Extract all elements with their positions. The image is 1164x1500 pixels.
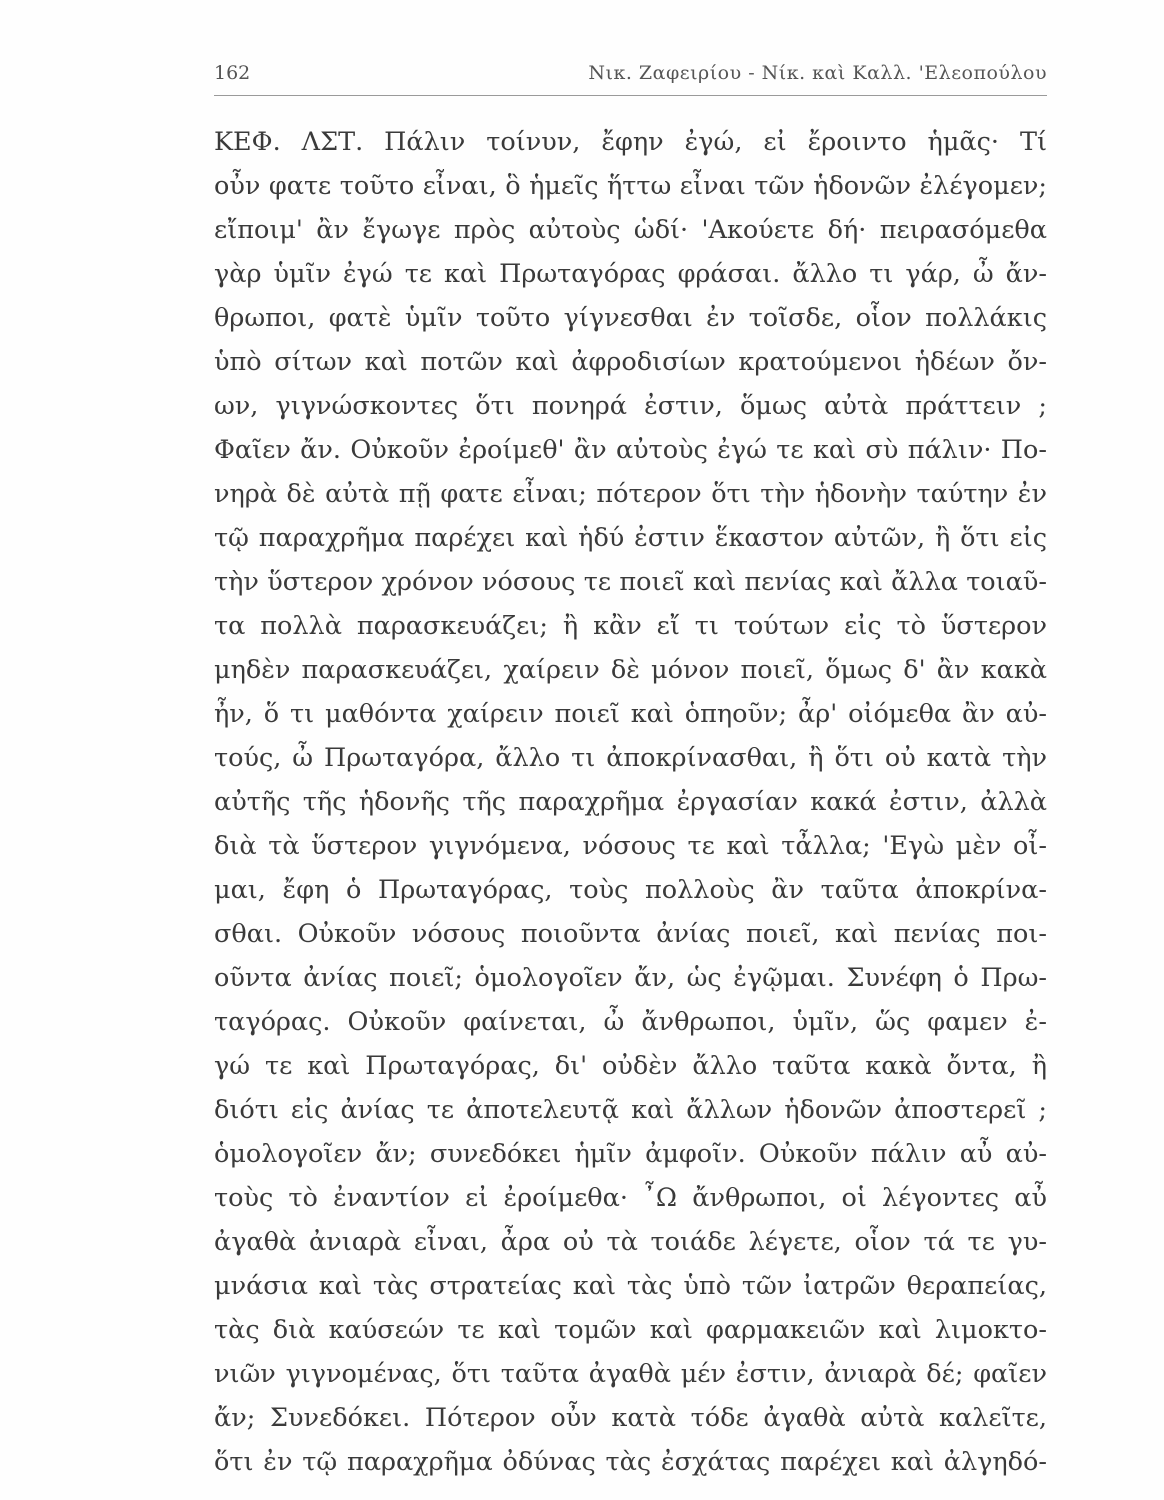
text-line: οὖν φατε τοῦτο εἶναι, ὃ ἡμεῖς ἥττω εἶναι τῶν ἡδονῶν ἐλέγομεν;	[214, 171, 1047, 201]
text-line: ὁμολογοῖεν ἄν; συνεδόκει ἡμῖν ἀμφοῖν. Οὐκοῦν πάλιν αὖ αὐ-	[214, 1139, 1047, 1169]
text-line: νιῶν γιγνομένας, ὅτι ταῦτα ἀγαθὰ μέν ἐστιν, ἀνιαρὰ δέ; φαῖεν	[214, 1359, 1047, 1389]
text-line: μαι, ἔφη ὁ Πρωταγόρας, τοὺς πολλοὺς ἂν ταῦτα ἀποκρίνα-	[214, 875, 1047, 905]
text-line: ταγόρας. Οὐκοῦν φαίνεται, ὦ ἄνθρωποι, ὑμῖν, ὥς φαμεν ἐ-	[214, 1007, 1047, 1037]
text-line: τα πολλὰ παρασκευάζει; ἢ κἂν εἴ τι τούτων εἰς τὸ ὕστερον	[214, 611, 1047, 641]
text-line: τὴν ὕστερον χρόνον νόσους τε ποιεῖ καὶ πενίας καὶ ἄλλα τοιαῦ-	[214, 567, 1047, 597]
text-line: γώ τε καὶ Πρωταγόρας, δι' οὐδὲν ἄλλο ταῦτα κακὰ ὄντα, ἢ	[214, 1051, 1047, 1081]
text-line: διότι εἰς ἀνίας τε ἀποτελευτᾷ καὶ ἄλλων ἡδονῶν ἀποστερεῖ ;	[214, 1095, 1047, 1125]
text-line: ἄν; Συνεδόκει. Πότερον οὖν κατὰ τόδε ἀγαθὰ αὐτὰ καλεῖτε,	[214, 1403, 1047, 1433]
text-line: τὰς διὰ καύσεών τε καὶ τομῶν καὶ φαρμακειῶν καὶ λιμοκτο-	[214, 1315, 1047, 1345]
text-line: ἦν, ὅ τι μαθόντα χαίρειν ποιεῖ καὶ ὁπηοῦν; ἆρ' οἰόμεθα ἂν αὐ-	[214, 699, 1047, 729]
text-line: ἀγαθὰ ἀνιαρὰ εἶναι, ἆρα οὐ τὰ τοιάδε λέγετε, οἷον τά τε γυ-	[214, 1227, 1047, 1257]
text-line: ΚΕΦ. ΛΣΤ. Πάλιν τοίνυν, ἔφην ἐγώ, εἰ ἔροιντο ἡμᾶς· Τί	[214, 127, 1047, 157]
text-line: μνάσια καὶ τὰς στρατείας καὶ τὰς ὑπὸ τῶν ἰατρῶν θεραπείας,	[214, 1271, 1047, 1301]
text-line: ὅτι ἐν τῷ παραχρῆμα ὀδύνας τὰς ἐσχάτας παρέχει καὶ ἀλγηδό-	[214, 1447, 1047, 1477]
text-line: νηρὰ δὲ αὐτὰ πῇ φατε εἶναι; πότερον ὅτι τὴν ἡδονὴν ταύτην ἐν	[214, 479, 1047, 509]
text-line: θρωποι, φατὲ ὑμῖν τοῦτο γίγνεσθαι ἐν τοῖσδε, οἷον πολλάκις	[214, 303, 1047, 333]
text-line: οῦντα ἀνίας ποιεῖ; ὁμολογοῖεν ἄν, ὡς ἐγῷμαι. Συνέφη ὁ Πρω-	[214, 963, 1047, 993]
chapter-text	[214, 120, 1047, 1484]
text-line: τοὺς τὸ ἐναντίον εἰ ἐροίμεθα· ῏Ω ἄνθρωποι, οἱ λέγοντες αὖ	[214, 1183, 1047, 1213]
text-line: αὐτῆς τῆς ἡδονῆς τῆς παραχρῆμα ἐργασίαν κακά ἐστιν, ἀλλὰ	[214, 787, 1047, 817]
page-header	[214, 62, 1047, 92]
text-line: μηδὲν παρασκευάζει, χαίρειν δὲ μόνον ποιεῖ, ὅμως δ' ἂν κακὰ	[214, 655, 1047, 685]
text-line: σθαι. Οὐκοῦν νόσους ποιοῦντα ἀνίας ποιεῖ, καὶ πενίας ποι-	[214, 919, 1047, 949]
text-line: ὑπὸ σίτων καὶ ποτῶν καὶ ἀφροδισίων κρατούμενοι ἡδέων ὄν-	[214, 347, 1047, 377]
text-line: γὰρ ὑμῖν ἐγώ τε καὶ Πρωταγόρας φράσαι. ἄλλο τι γάρ, ὦ ἄν-	[214, 259, 1047, 289]
text-line: εἴποιμ' ἂν ἔγωγε πρὸς αὐτοὺς ὡδί· 'Ακούετε δή· πειρασόμεθα	[214, 215, 1047, 245]
running-head: Νικ. Ζαφειρίου - Νίκ. καὶ Καλλ. 'Ελεοπούλου	[588, 62, 1047, 84]
header-rule	[214, 95, 1047, 96]
text-line: διὰ τὰ ὕστερον γιγνόμενα, νόσους τε καὶ τἆλλα; 'Εγὼ μὲν οἶ-	[214, 831, 1047, 861]
page-number: 162	[214, 62, 251, 84]
text-line: ων, γιγνώσκοντες ὅτι πονηρά ἐστιν, ὅμως αὐτὰ πράττειν ;	[214, 391, 1047, 421]
text-line: τῷ παραχρῆμα παρέχει καὶ ἡδύ ἐστιν ἕκαστον αὐτῶν, ἢ ὅτι εἰς	[214, 523, 1047, 553]
text-line: τούς, ὦ Πρωταγόρα, ἄλλο τι ἀποκρίνασθαι, ἢ ὅτι οὐ κατὰ τὴν	[214, 743, 1047, 773]
text-line: Φαῖεν ἄν. Οὐκοῦν ἐροίμεθ' ἂν αὐτοὺς ἐγώ τε καὶ σὺ πάλιν· Πο-	[214, 435, 1047, 465]
